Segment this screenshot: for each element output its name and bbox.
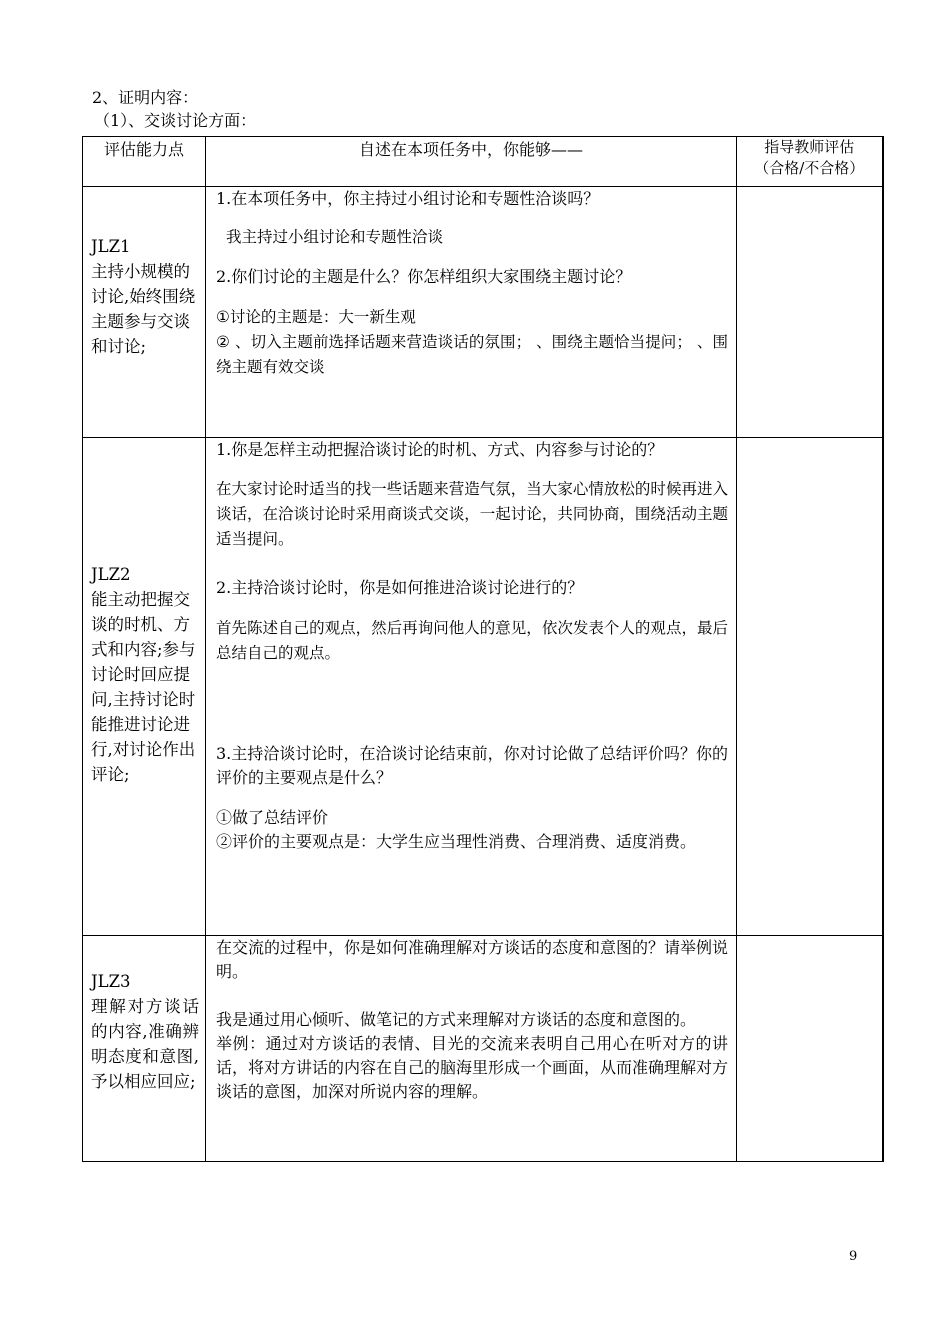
ability-code: JLZ1 [91,237,131,256]
table-header-row [83,137,883,187]
teacher-evaluation-cell[interactable] [737,936,883,1162]
subsection-heading: （1）、交谈讨论方面： [94,111,257,130]
table-row-jlz1 [83,187,883,438]
ability-description: 主持小规模的讨论,始终围绕主题参与交谈和讨论; [91,262,196,356]
answer: 我是通过用心倾听、做笔记的方式来理解对方谈话的态度和意图的。 [216,1010,697,1029]
question: 1.你是怎样主动把握洽谈讨论的时机、方式、内容参与讨论的？ [216,440,664,459]
header-ability: 评估能力点 [83,137,206,187]
ability-cell [83,187,206,438]
answer: ②评价的主要观点是：大学生应当理性消费、合理消费、适度消费。 [216,832,697,851]
ability-code: JLZ2 [91,565,131,584]
ability-cell [83,438,206,936]
ability-code: JLZ3 [91,972,131,991]
question: 在交流的过程中，你是如何准确理解对方谈话的态度和意图的？请举例说明。 [216,938,729,981]
question: 2.主持洽谈讨论时，你是如何推进洽谈讨论进行的？ [216,578,584,597]
header-teacher-line1: 指导教师评估 [764,138,855,156]
answer: 首先陈述自己的观点，然后再询问他人的意见，依次发表个人的观点，最后总结自己的观点。 [216,619,728,662]
ability-cell [83,936,206,1162]
header-teacher-line2: （合格/不合格） [754,159,865,177]
section-heading: 2、证明内容： [92,88,199,107]
answer: 我主持过小组讨论和专题性洽谈 [226,228,444,246]
ability-description: 能主动把握交谈的时机、方式和内容;参与讨论时回应提问,主持讨论时能推进讨论进行,对讨论作出评论; [91,590,196,784]
teacher-evaluation-cell[interactable] [737,187,883,438]
question: 1.在本项任务中，你主持过小组讨论和专题性洽谈吗？ [216,189,600,208]
header-self-statement: 自述在本项任务中，你能够—— [206,137,737,187]
table-row-jlz3 [83,936,883,1162]
teacher-evaluation-cell[interactable] [737,438,883,936]
response-cell [206,438,737,936]
table-row-jlz2 [83,438,883,936]
question: 3.主持洽谈讨论时，在洽谈讨论结束前，你对讨论做了总结评价吗？你的评价的主要观点是什么？ [216,744,728,787]
answer: 在大家讨论时适当的找一些话题来营造气氛，当大家心情放松的时候再进入谈话，在洽谈讨论时采用商谈式交谈，一起讨论，共同协商，围绕活动主题适当提问。 [216,480,728,548]
answer: ② 、切入主题前选择话题来营造谈话的氛围； 、围绕主题恰当提问； 、围绕主题有效交谈 [216,333,728,376]
evaluation-table [82,136,884,1162]
answer: 举例：通过对方谈话的表情、目光的交流来表明自己用心在听对方的讲话，将对方讲话的内容在自己的脑海里形成一个画面，从而准确理解对方谈话的意图，加深对所说内容的理解。 [216,1034,729,1101]
answer: ①讨论的主题是：大一新生观 [216,308,416,326]
ability-description: 理解对方谈话的内容,准确辨明态度和意图,予以相应回应; [91,997,199,1091]
response-cell [206,187,737,438]
question: 2.你们讨论的主题是什么？你怎样组织大家围绕主题讨论？ [216,267,632,286]
answer: ①做了总结评价 [216,808,329,827]
page-number: 9 [849,1249,858,1264]
header-teacher-evaluation [737,137,883,187]
response-cell [206,936,737,1162]
